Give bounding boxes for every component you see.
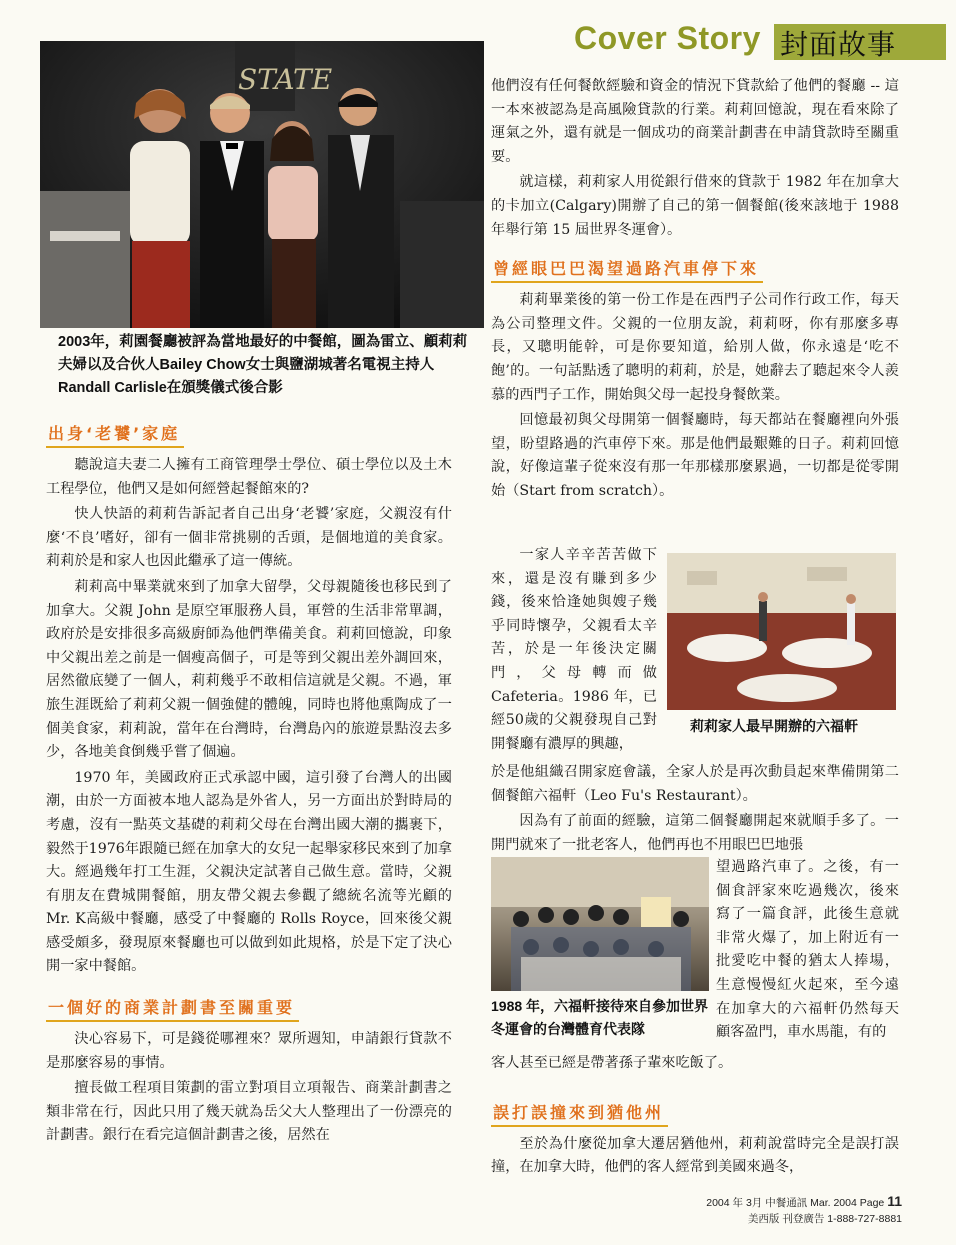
restaurant-photo-illustration: [667, 553, 896, 710]
team-photo-illustration: [491, 857, 709, 991]
footer-line-2: 美西版 刊登廣告 1-888-727-8881: [747, 1213, 902, 1225]
section-heading-business-plan: [46, 995, 452, 1022]
state-sign-text: STATE: [238, 63, 333, 96]
section-heading-family: [46, 421, 452, 448]
paragraph: 就這樣，莉莉家人用從銀行借來的貸款于 1982 年在加拿大的卡加立(Calgary)開辦了自己的第一個餐館(後來該地于 1988 年舉行第 15 屆世界冬運會）。: [491, 174, 899, 238]
first-restaurant-caption: 莉莉家人最早開辦的六福軒: [690, 718, 858, 734]
team-visit-photo: [491, 857, 709, 991]
heading-text: 出身‘老饕’家庭: [46, 421, 184, 448]
text-beside-restaurant-photo: [491, 544, 657, 758]
page-number: 11: [887, 1193, 902, 1209]
heading-text: 曾經眼巴巴渴望過路汽車停下來: [491, 256, 763, 283]
paragraph: 他們沒有任何餐飲經驗和資金的情況下貸款給了他們的餐廳 -- 這一本來被認為是高風險貸款的行業。莉莉回憶說，現在看來除了運氣之外，還有就是一個成功的商業計劃書在申請貸款時至關重要。: [491, 78, 899, 165]
paragraph: 決心容易下，可是錢從哪裡來？眾所週知，申請銀行貸款不是那麼容易的事情。: [46, 1031, 452, 1071]
section-heading-waiting-cars: [491, 256, 899, 283]
left-column: [46, 421, 452, 1150]
team-visit-caption: 1988 年，六福軒接待來自參加世界冬運會的台灣體育代表隊: [491, 998, 709, 1037]
paragraph: 1970 年，美國政府正式承認中國，這引發了台灣人的出國潮，由於一方面被本地人認為是外省人，另一方面出於對時局的考慮，沒有一點英文基礎的莉莉父母在台灣出國大潮的攜裹下，毅然于1976年跟隨已經在加拿大的女兒一起舉家移民來到了加拿大。經過幾年打工生涯，父親決定試著自己做生意。當時，父親有朋友在費城開餐館，朋友帶父親去參觀了總統名流等光顧的Mr. K高級中餐廳，感受了中餐廳的 Rolls Royce，回來後父親感受頗多，發現原來餐廳也可以做到如此規格，於是下定了決心開一家中餐館。: [46, 769, 452, 975]
paragraph: 客人甚至已經是帶著孫子輩來吃飯了。: [491, 1055, 733, 1071]
paragraph: 至於為什麼從加拿大遷居猶他州，莉莉說當時完全是誤打誤撞，在加拿大時，他們的客人經常到美國來過冬，: [491, 1135, 899, 1176]
paragraph: 望過路汽車了。之後，有一個食評家來吃過幾次，後來寫了一篇食評，此後生意就非常火爆了，加上附近有一批愛吃中餐的猶太人捧場，生意慢慢紅火起來，至今遠在加拿大的六福軒仍然每天顧客盈門，車水馬龍，有的: [716, 859, 899, 1041]
paragraph: 快人快語的莉莉告訴記者自己出身‘老饕’家庭，父親沒有什麼‘不良’嗜好，卻有一個非常挑剔的舌頭，是個地道的美食家。莉莉於是和家人也因此繼承了這一傳統。: [46, 506, 452, 570]
paragraph: 聽說這夫妻二人擁有工商管理學士學位、碩士學位以及土木工程學位，他們又是如何經營起餐館來的?: [46, 457, 452, 497]
cover-story-header: [574, 18, 946, 64]
footer-issue: 2004 年 3月 中餐通訊 Mar. 2004 Page: [706, 1197, 885, 1209]
heading-text: 一個好的商業計劃書至關重要: [46, 995, 299, 1022]
award-ceremony-photo: [40, 41, 484, 328]
header-title-zh: 封面故事: [780, 28, 897, 61]
paragraph: 一家人辛辛苦苦做下來，還是沒有賺到多少錢，後來恰逢她與嫂子幾乎同時懷孕，父親看太辛苦，於是一年後決定關門，父母轉而做 Cafeteria。1986 年，已經50歲的父親發現自己對開餐廳有濃厚的興趣，: [491, 547, 657, 752]
paragraph: 於是他組織召開家庭會議，全家人於是再次動員起來準備開第二個餐館六福軒（Leo Fu's Restaurant）。: [491, 764, 899, 804]
award-photo-caption: 2003年，莉園餐廳被評為當地最好的中餐館，圖為雷立、顧莉莉夫婦以及合伙人Bailey Chow女士與鹽湖城著名電視主持人Randall Carlisle在頒獎儀式後合影: [58, 334, 468, 396]
footer-line-1: [652, 1193, 902, 1210]
paragraph: 莉莉高中畢業就來到了加拿大留學，父母親隨後也移民到了加拿大。父親 John 是原空軍服務人員，軍營的生活非常單調，政府於是安排很多高級廚師為他們準備美食。莉莉回憶說，印象中父親出差之前是一個瘦高個子，可是等到父親出差外調回來，居然徹底變了一個人，莉莉幾乎不敢相信這就是父親。不過，軍旅生涯既給了莉莉父親一個強健的體魄，同時也將他熏陶成了一個美食家，莉莉說，當年在台灣時，台灣島內的旅遊景點沒去多少，各地美食倒幾乎嘗了個遍。: [46, 578, 452, 761]
paragraph: 因為有了前面的經驗，這第二個餐廳開起來就順手多了。一開門就來了一批老客人，他們再也不用眼巴巴地張: [491, 813, 899, 853]
right-column-top: [491, 75, 899, 506]
paragraph: 回憶最初與父母開第一個餐廳時，每天都站在餐廳裡向外張望，盼望路過的汽車停下來。那是他們最艱難的日子。莉莉回憶說，好像這輩子從來沒有那一年那樣那麼累過，一切都是從零開始（Start from scratch）。: [491, 412, 899, 499]
text-beside-team-photo: [716, 856, 899, 1047]
header-title-en: Cover Story: [574, 20, 761, 56]
award-photo-illustration: [40, 41, 484, 328]
paragraph: 擅長做工程項目策劃的雷立對項目立項報告、商業計劃書之類非常在行，因此只用了幾天就為岳父大人整理出了一份漂亮的計劃書。銀行在看完這個計劃書之後，居然在: [46, 1080, 452, 1144]
paragraph: 莉莉畢業後的第一份工作是在西門子公司作行政工作，每天為公司整理文件。父親的一位朋友說，莉莉呀，你有那麼多專長，又聰明能幹，可是你要知道，給別人做，你永遠是‘吃不飽’的。一句話點透了聰明的莉莉，於是，她辭去了聽起來令人羨慕的西門子工作，開始與父母一起投身餐飲業。: [491, 292, 899, 403]
right-column-bottom: [491, 1052, 899, 1182]
section-heading-utah: [491, 1100, 899, 1127]
right-column-middle: [491, 761, 899, 859]
heading-text: 誤打誤撞來到猶他州: [491, 1100, 668, 1127]
page-footer: [652, 1193, 902, 1226]
first-restaurant-photo: [667, 553, 896, 710]
